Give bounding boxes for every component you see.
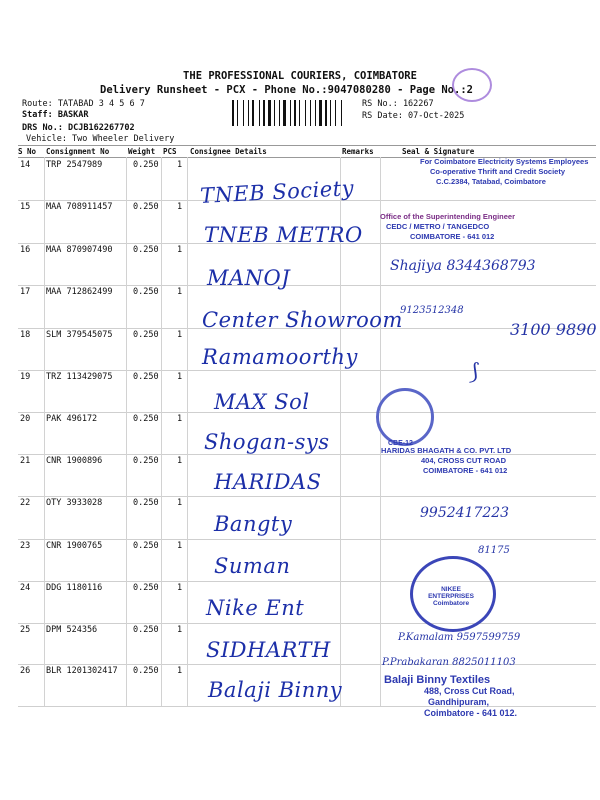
seal-row-14 [420,157,588,187]
barcode-bar [255,100,258,126]
barcode-bar [263,100,265,126]
seal-row-15 [380,212,515,242]
row-pcs: 1 [177,583,183,593]
barcode-bar [294,100,296,126]
barcode-bar [307,100,309,126]
barcode-bar [319,100,322,126]
seal-text: 404, CROSS CUT ROAD [421,456,507,465]
row-weight: 0.250 [133,202,159,212]
row-divider [18,496,596,497]
seal-text-row-24: NIKEE ENTERPRISES Coimbatore [428,586,474,607]
row-consignment: SLM 379545075 [46,330,113,340]
staff-label: Staff: BASKAR [22,110,89,120]
barcode-bar [310,100,311,126]
runsheet-title: Delivery Runsheet - PCX - Phone No.:9047080280 - Page No.:2 [100,84,473,96]
signature-row-25b: P.Prabakaran 8825011103 [382,657,516,668]
table-row [0,541,600,583]
row-pcs: 1 [177,666,183,676]
barcode-bar [283,100,286,126]
col-consignment: Consignment No [46,147,110,156]
row-weight: 0.250 [133,498,159,508]
column-divider [187,157,188,706]
barcode-bar [248,100,249,126]
seal-text: Coimbatore - 641 012. [424,708,518,718]
row-consignment: TRP 2547989 [46,160,103,170]
row-pcs: 1 [177,202,183,212]
column-divider [161,157,162,706]
signature-row-23: 81175 [478,545,510,556]
row-pcs: 1 [177,245,183,255]
consignee-handwriting: Ramamoorthy [202,345,358,369]
row-weight: 0.250 [133,666,159,676]
consignee-handwriting: HARIDAS [214,470,322,494]
row-consignment: CNR 1900765 [46,541,103,551]
row-divider [18,539,596,540]
row-divider [18,623,596,624]
signature-row-17: 9123512348 [400,305,464,316]
barcode-bar [330,100,331,126]
barcode-bar [305,100,306,126]
row-sno: 23 [20,541,31,551]
seal-text: C.C.2384, Tatabad, Coimbatore [436,177,546,186]
row-consignment: MAA 870907490 [46,245,113,255]
row-consignment: OTY 3933028 [46,498,103,508]
barcode-bar [312,100,314,126]
row-consignment: MAA 712862499 [46,287,113,297]
barcode-bar [266,100,267,126]
consignee-handwriting: Suman [214,554,291,578]
barcode-bar [252,100,254,126]
consignee-handwriting: TNEB Society [199,175,355,209]
barcode-bar [343,100,344,126]
signature-row-19: ⟆ [470,360,479,385]
seal-text-row-20: CBE-12 [388,440,413,447]
barcode-bar [297,100,298,126]
row-consignment: TRZ 113429075 [46,372,113,382]
barcode-bar [276,100,278,126]
barcode-bar [268,100,271,126]
signature-row-22: 9952417223 [420,505,510,521]
row-weight: 0.250 [133,330,159,340]
signature-row-18: 3100 9890 [510,320,597,339]
row-weight: 0.250 [133,372,159,382]
row-pcs: 1 [177,456,183,466]
rs-date: RS Date: 07-Oct-2025 [362,111,465,121]
seal-text: CEDC / METRO / TANGEDCO [386,222,490,231]
row-sno: 24 [20,583,31,593]
col-remarks: Remarks [342,147,374,156]
barcode-bar [243,100,244,126]
barcode-bar [337,100,340,126]
row-sno: 26 [20,666,31,676]
barcode-bar [301,100,304,126]
column-divider [44,157,45,706]
seal-text: Gandhipuram, [428,697,490,707]
seal-row-21 [381,446,511,476]
barcode-bar [323,100,324,126]
row-sno: 14 [20,160,31,170]
barcode-bar [274,100,275,126]
row-sno: 25 [20,625,31,635]
row-weight: 0.250 [133,160,159,170]
barcode-bar [341,100,342,126]
row-sno: 17 [20,287,31,297]
barcode-bar [299,100,300,126]
barcode-bar [281,100,282,126]
consignee-handwriting: MANOJ [207,266,291,290]
row-pcs: 1 [177,160,183,170]
barcode-bar [287,100,289,126]
col-pcs: PCS [163,147,177,156]
seal-text: Office of the Superintending Engineer [380,212,516,221]
barcode-bar [232,100,234,126]
col-weight: Weight [128,147,156,156]
header-top-rule [18,145,596,146]
row-consignment: PAK 496172 [46,414,98,424]
row-divider [18,285,596,286]
table-row [0,498,600,540]
route-label: Route: TATABAD 3 4 5 6 7 [22,99,145,109]
barcode-bar [235,100,236,126]
company-title: THE PROFESSIONAL COURIERS, COIMBATORE [183,70,417,82]
row-consignment: MAA 708911457 [46,202,113,212]
col-consignee: Consignee Details [190,147,267,156]
barcode-bar [272,100,273,126]
row-sno: 15 [20,202,31,212]
consignee-handwriting: Nike Ent [206,596,305,620]
consignee-handwriting: Balaji Binny [208,678,343,702]
row-weight: 0.250 [133,625,159,635]
row-sno: 22 [20,498,31,508]
row-weight: 0.250 [133,541,159,551]
signature-row-25a: P.Kamalam 9597599759 [398,632,521,643]
vehicle-label: Vehicle: Two Wheeler Delivery [26,134,175,144]
row-weight: 0.250 [133,414,159,424]
row-pcs: 1 [177,625,183,635]
barcode-bar [315,100,316,126]
row-weight: 0.250 [133,245,159,255]
col-sno: S No [18,147,37,156]
row-weight: 0.250 [133,287,159,297]
barcode-bar [332,100,334,126]
seal-text: 488, Cross Cut Road, [424,686,515,696]
row-pcs: 1 [177,498,183,508]
row-consignment: CNR 1900896 [46,456,103,466]
seal-text: COIMBATORE - 641 012 [410,232,495,241]
row-pcs: 1 [177,541,183,551]
barcode-bar [261,100,262,126]
row-pcs: 1 [177,330,183,340]
round-seal-row-20 [376,388,434,446]
barcode-bar [328,100,329,126]
row-sno: 19 [20,372,31,382]
barcode-bar [290,100,291,126]
row-divider [18,370,596,371]
row-weight: 0.250 [133,583,159,593]
barcode-bar [279,100,280,126]
row-weight: 0.250 [133,456,159,466]
seal-row-26 [384,675,517,719]
consignee-handwriting: Bangty [214,512,293,536]
column-divider [126,157,127,706]
row-sno: 16 [20,245,31,255]
consignee-handwriting: MAX Sol [214,390,310,414]
col-seal: Seal & Signature [402,147,475,156]
row-divider [18,581,596,582]
consignee-handwriting: Center Showroom [202,308,403,332]
row-consignment: DDG 1180116 [46,583,103,593]
row-pcs: 1 [177,372,183,382]
barcode-bar [245,100,247,126]
barcode-bar [317,100,318,126]
row-consignment: DPM 524356 [46,625,98,635]
seal-text: Balaji Binny Textiles [384,674,491,686]
page-number-circle [452,68,492,102]
barcode-bar [239,100,242,126]
barcode-bar [335,100,336,126]
barcode-bar [250,100,251,126]
row-consignment: BLR 1201302417 [46,666,118,676]
drs-label: DRS No.: DCJB162267702 [22,123,135,133]
row-sno: 20 [20,414,31,424]
seal-text: Co-operative Thrift and Credit Society [430,167,566,176]
consignee-handwriting: Shogan-sys [204,430,330,454]
barcode-bar [237,100,238,126]
row-sno: 21 [20,456,31,466]
rs-number: RS No.: 162267 [362,99,434,109]
signature-row-16: Shajiya 8344368793 [390,258,536,274]
seal-text: For Coimbatore Electricity Systems Employees [420,157,589,166]
barcode-bar [292,100,293,126]
row-pcs: 1 [177,414,183,424]
row-pcs: 1 [177,287,183,297]
consignee-handwriting: SIDHARTH [206,638,331,662]
seal-text: HARIDAS BHAGATH & CO. PVT. LTD [381,446,512,455]
barcode-bar [259,100,260,126]
row-sno: 18 [20,330,31,340]
consignee-handwriting: TNEB METRO [204,223,363,247]
barcode-bar [325,100,327,126]
barcode [232,100,356,126]
seal-text: COIMBATORE - 641 012 [423,466,508,475]
